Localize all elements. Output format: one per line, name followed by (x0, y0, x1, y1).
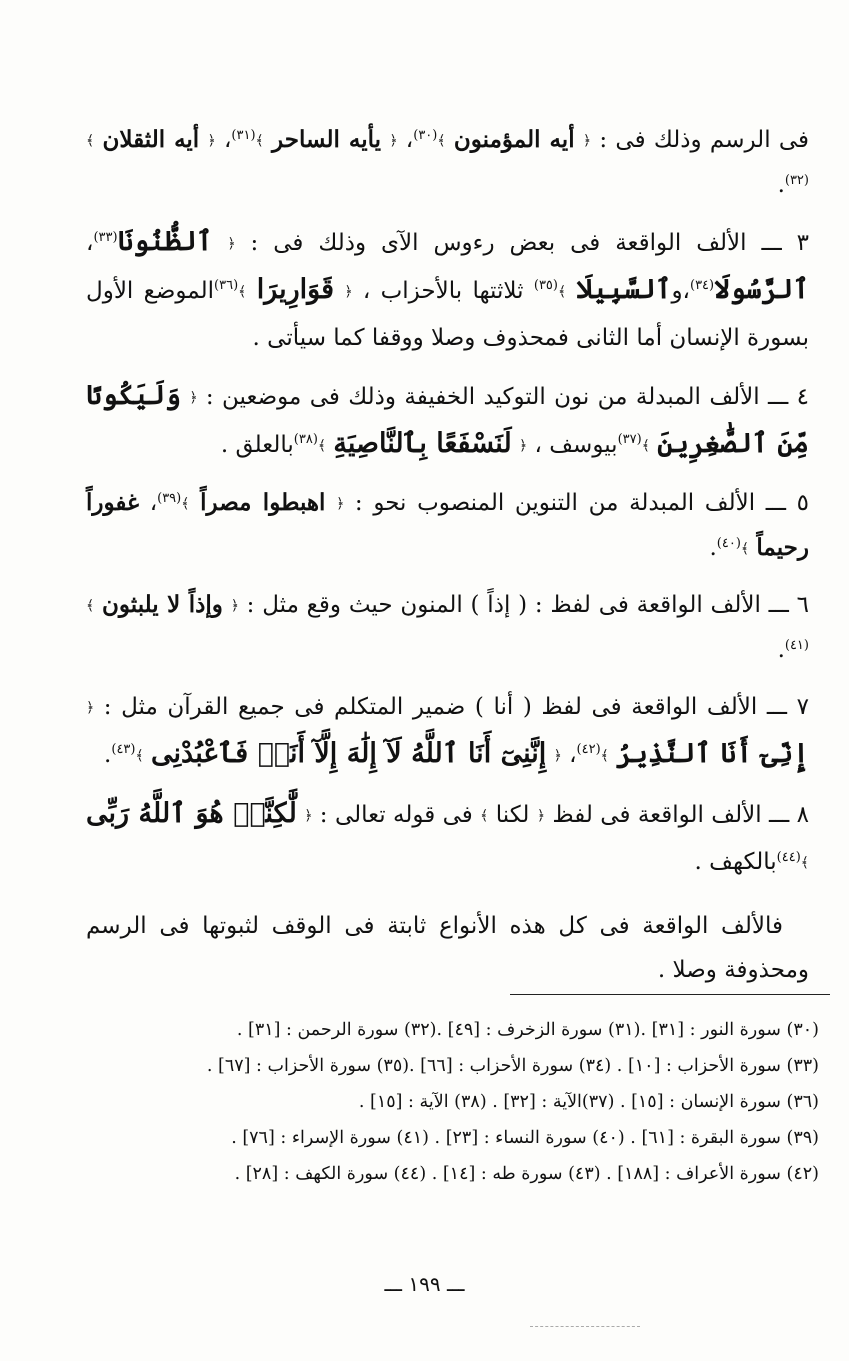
ornate-bracket-open: ﴿ (536, 808, 546, 824)
ornate-bracket-close: ﴾ (181, 496, 190, 512)
footnote-ref: (٤٢) (576, 742, 601, 757)
quran-word: اهبطوا مصراً (200, 489, 326, 516)
footnote-line: (٣٦) سورة الإنسان : [١٥] . (٣٧)الآية : [٣٢] . (٣٨) الآية : [١٥] . (358, 1092, 819, 1112)
ornate-bracket-close: ﴾ (800, 855, 809, 871)
footnote-ref: (٣٢) (784, 173, 809, 188)
text: فى قوله تعالى : (312, 802, 481, 828)
footnote-line: (٣٣) سورة الأحزاب : [١٠] . (٣٤) سورة الأحزاب : [٦٦] .(٣٥) سورة الأحزاب : [٦٧] . (206, 1056, 819, 1076)
text: ٦ ـــ الألف الواقعة فى لفظ : ( إذاً ) المنون حيث وقع مثل : (238, 592, 810, 618)
paragraph-6: ٧ ـــ الألف الواقعة فى لفظ ( أنا ) ضمير المتكلم فى جميع القرآن مثل : ﴿ إِنِّىٓ أَنَا ٱلنَّذِيرُ ﴾$^{(٤٢)}$، ﴿ إِنَّنِىٓ أَنَا ٱللَّهُ لَآ إِلَٰهَ إِلَّآ أَنَا۠ فَٱعْبُدْنِى ﴾$^{(٤٣)}$. (86, 694, 809, 769)
text: الموضع الأول بسورة الإنسان أما الثانى فمحذوف وصلا ووقفا كما سيأتى . (86, 278, 809, 351)
paragraph-conclusion: فالألف الواقعة فى كل هذه الأنواع ثابتة فى الوقف لثبوتها فى الرسم ومحذوفة وصلا . (86, 913, 809, 983)
ornate-bracket-open: ﴿ (582, 133, 592, 149)
text: بيوسف ، (527, 432, 618, 458)
footnote-ref: (٤٠) (716, 536, 741, 551)
footnote-ref: (٤٣) (111, 742, 136, 757)
ornate-bracket-open: ﴿ (207, 133, 216, 149)
footnote-ref: (٣٤) (689, 278, 715, 293)
footnote-line: (٤٢) سورة الأعراف : [١٨٨] . (٤٣) سورة طه : [١٤] . (٤٤) سورة الكهف : [٢٨] . (234, 1164, 819, 1184)
footnote-divider (510, 994, 830, 995)
footnote-ref: (٣٧) (617, 432, 642, 447)
footnote-ref: (٣٩) (157, 491, 182, 506)
quran-word: لَنَسْفَعًا بِٱلنَّاصِيَةِ (333, 428, 512, 459)
scan-artifact-line (530, 1326, 640, 1327)
quran-word: إِنَّنِىٓ أَنَا ٱللَّهُ لَآ إِلَٰهَ إِلَّآ أَنَا۠ فَٱعْبُدْنِى (151, 738, 547, 769)
paragraph-4: ٥ ـــ الألف المبدلة من التنوين المنصوب نحو : ﴿ اهبطوا مصراً ﴾$^{(٣٩)}$، غفوراً رحيماً ﴾$^{(٤٠)}$. (86, 489, 809, 561)
ornate-bracket-close: ﴾ (600, 748, 609, 764)
ornate-bracket-close: ﴾ (238, 284, 247, 300)
ornate-bracket-close: ﴾ (740, 541, 750, 557)
quran-word: غفوراً رحيماً (86, 489, 809, 561)
footnote-ref: (٣١) (231, 128, 256, 143)
ornate-bracket-close: ﴾ (437, 133, 446, 149)
ornate-bracket-open: ﴿ (86, 700, 95, 716)
quran-word: إِنِّىٓ أَنَا ٱلنَّذِيرُ (616, 738, 809, 769)
ornate-bracket-close: ﴾ (480, 808, 489, 824)
footnotes (99, 1012, 819, 1192)
quran-word: يأيه الساحر (272, 126, 382, 153)
ornate-bracket-open: ﴿ (189, 390, 198, 406)
paragraph-3 (86, 373, 809, 469)
quran-word: أيه المؤمنون (453, 126, 575, 153)
ornate-bracket-close: ﴾ (86, 133, 95, 149)
ornate-bracket-open: ﴿ (519, 438, 528, 454)
ornate-bracket-close: ﴾ (641, 438, 650, 454)
footnote-ref: (٣٣) (93, 230, 118, 245)
footnote-ref: (٣٨) (293, 432, 318, 447)
text: بالعلق . (220, 432, 294, 458)
ornate-bracket-close: ﴾ (255, 133, 264, 149)
footnote-line: (٣٩) سورة البقرة : [٦١] . (٤٠) سورة النساء : [٢٣] . (٤١) سورة الإسراء : [٧٦] . (231, 1128, 819, 1148)
text: فى الرسم وذلك فى : (591, 127, 810, 153)
paragraph-2: ٣ ـــ الألف الواقعة فى بعض رءوس الآى وذلك فى : ﴿ ٱلظُّنُونَا$^{(٣٣)}$، ٱلرَّسُولَا$^{(٣٤)}$،وٱلسَّبِيلَا ﴾$^{(٣٥)}$ ثلاثتها بالأحزاب ، ﴿ قَوَارِيرَا ﴾$^{(٣٦)}$الموضع الأول بسورة الإنسان أما الثانى فمحذوف وصلا ووقفا كما سيأتى . (86, 226, 810, 351)
paragraph-1: فى الرسم وذلك فى : ﴿ أيه المؤمنون ﴾$^{(٣٠)}$، ﴿ يأيه الساحر ﴾$^{(٣١)}$، ﴿ أيه الثقلان ﴾$^{(٣٢)}$. (86, 126, 810, 198)
quran-word: لَّٰكِنَّا۠ هُوَ ٱللَّهُ رَبِّى (86, 798, 297, 829)
text: بالكهف . (694, 849, 777, 875)
paragraph-5: ٦ ـــ الألف الواقعة فى لفظ : ( إذاً ) المنون حيث وقع مثل : ﴿ وإذاً لا يلبثون ﴾$^{(٤١)}$. (86, 591, 810, 663)
word: لكنا (495, 802, 530, 828)
ornate-bracket-close: ﴾ (317, 438, 327, 454)
ornate-bracket-open: ﴿ (227, 236, 236, 252)
quran-word: ٱلرَّسُولَا (714, 274, 810, 305)
ornate-bracket-close: ﴾ (86, 598, 95, 614)
ornate-bracket-open: ﴿ (344, 284, 353, 300)
quran-word: وَلَيَكُونًا مِّنَ ٱلصَّٰغِرِينَ (86, 380, 809, 459)
ornate-bracket-open: ﴿ (336, 496, 345, 512)
quran-word: ٱلظُّنُونَا (117, 226, 213, 257)
text: ٤ ـــ الألف المبدلة من نون التوكيد الخفيفة وذلك فى موضعين : (197, 384, 809, 410)
footnote-ref: (٤١) (784, 638, 809, 653)
quran-word: وإذاً لا يلبثون (102, 591, 223, 618)
ornate-bracket-open: ﴿ (553, 748, 562, 764)
quran-word: أيه الثقلان (102, 126, 200, 153)
text: ثلاثتها بالأحزاب ، (352, 278, 534, 304)
page-number: ـــ ١٩٩ ـــ (384, 1272, 465, 1296)
footnote-ref: (٣٠) (413, 128, 438, 143)
quran-word: ٱلسَّبِيلَا (576, 274, 672, 305)
text: ٣ ـــ الألف الواقعة فى بعض رءوس الآى وذلك فى : (235, 230, 809, 256)
ornate-bracket-open: ﴿ (389, 133, 398, 149)
footnote-ref: (٤٤) (776, 850, 801, 865)
footnote-ref: (٣٦) (214, 278, 239, 293)
main-text (86, 118, 809, 1004)
text: ٨ ـــ الألف الواقعة فى لفظ (545, 802, 809, 828)
ornate-bracket-close: ﴾ (135, 748, 144, 764)
paragraph-7 (86, 791, 809, 886)
text: ٥ ـــ الألف المبدلة من التنوين المنصوب نحو : (344, 490, 809, 516)
ornate-bracket-close: ﴾ (557, 284, 567, 300)
text: ٧ ـــ الألف الواقعة فى لفظ ( أنا ) ضمير المتكلم فى جميع القرآن مثل : (94, 694, 809, 720)
ornate-bracket-open: ﴿ (304, 808, 313, 824)
footnote-ref: (٣٥) (533, 278, 558, 293)
footnote-line: (٣٠) سورة النور : [٣١] .(٣١) سورة الزخرف : [٤٩] .(٣٢) سورة الرحمن : [٣١] . (236, 1020, 819, 1040)
ornate-bracket-open: ﴿ (230, 598, 239, 614)
quran-word: قَوَارِيرَا (256, 274, 334, 305)
